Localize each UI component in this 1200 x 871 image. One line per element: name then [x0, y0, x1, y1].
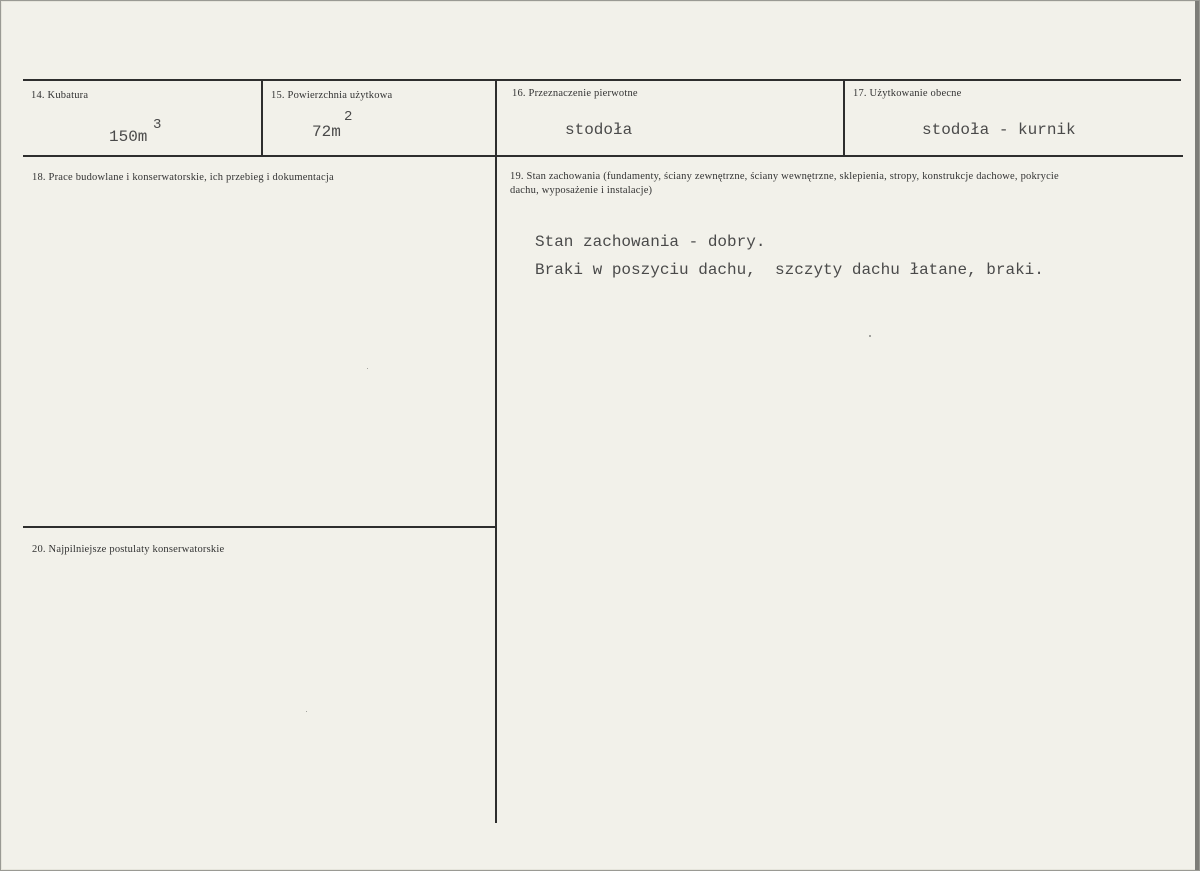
field-14-unit-exponent: 3: [153, 117, 162, 133]
divider-14-15: [261, 81, 263, 157]
field-14-label: 14. Kubatura: [31, 90, 89, 101]
field-17-label: 17. Użytkowanie obecne: [853, 88, 962, 99]
field-16-value: stodoła: [565, 121, 633, 139]
divider-main: [495, 81, 497, 823]
paper-speck: [367, 368, 368, 369]
top-rule: [23, 79, 1181, 81]
field-19-line-2: Braki w poszyciu dachu, szczyty dachu łatane, braki.: [535, 261, 1044, 279]
field-18-label: 18. Prace budowlane i konserwatorskie, ich przebieg i dokumentacja: [32, 172, 334, 183]
field-15-value: 72m: [312, 123, 341, 141]
divider-18-20: [23, 526, 496, 528]
field-19-line-1: Stan zachowania - dobry.: [535, 233, 766, 251]
field-17-value: stodoła - kurnik: [922, 121, 1076, 139]
field-20-label: 20. Najpilniejsze postulaty konserwatorskie: [32, 544, 225, 555]
field-14-value: 150m: [109, 128, 148, 146]
field-15-label: 15. Powierzchnia użytkowa: [271, 90, 393, 101]
divider-16-17: [843, 81, 845, 157]
field-15-unit-exponent: 2: [344, 109, 353, 125]
field-16-label: 16. Przeznaczenie pierwotne: [512, 88, 638, 99]
paper-speck: [306, 711, 307, 712]
paper-speck: [869, 335, 871, 337]
field-19-label: 19. Stan zachowania (fundamenty, ściany zewnętrzne, ściany wewnętrzne, sklepienia, stropy, konstrukcje dachowe, pokrycie dachu, wyposażenie i instalacje): [510, 171, 1059, 196]
header-bottom-rule: [23, 155, 1183, 157]
